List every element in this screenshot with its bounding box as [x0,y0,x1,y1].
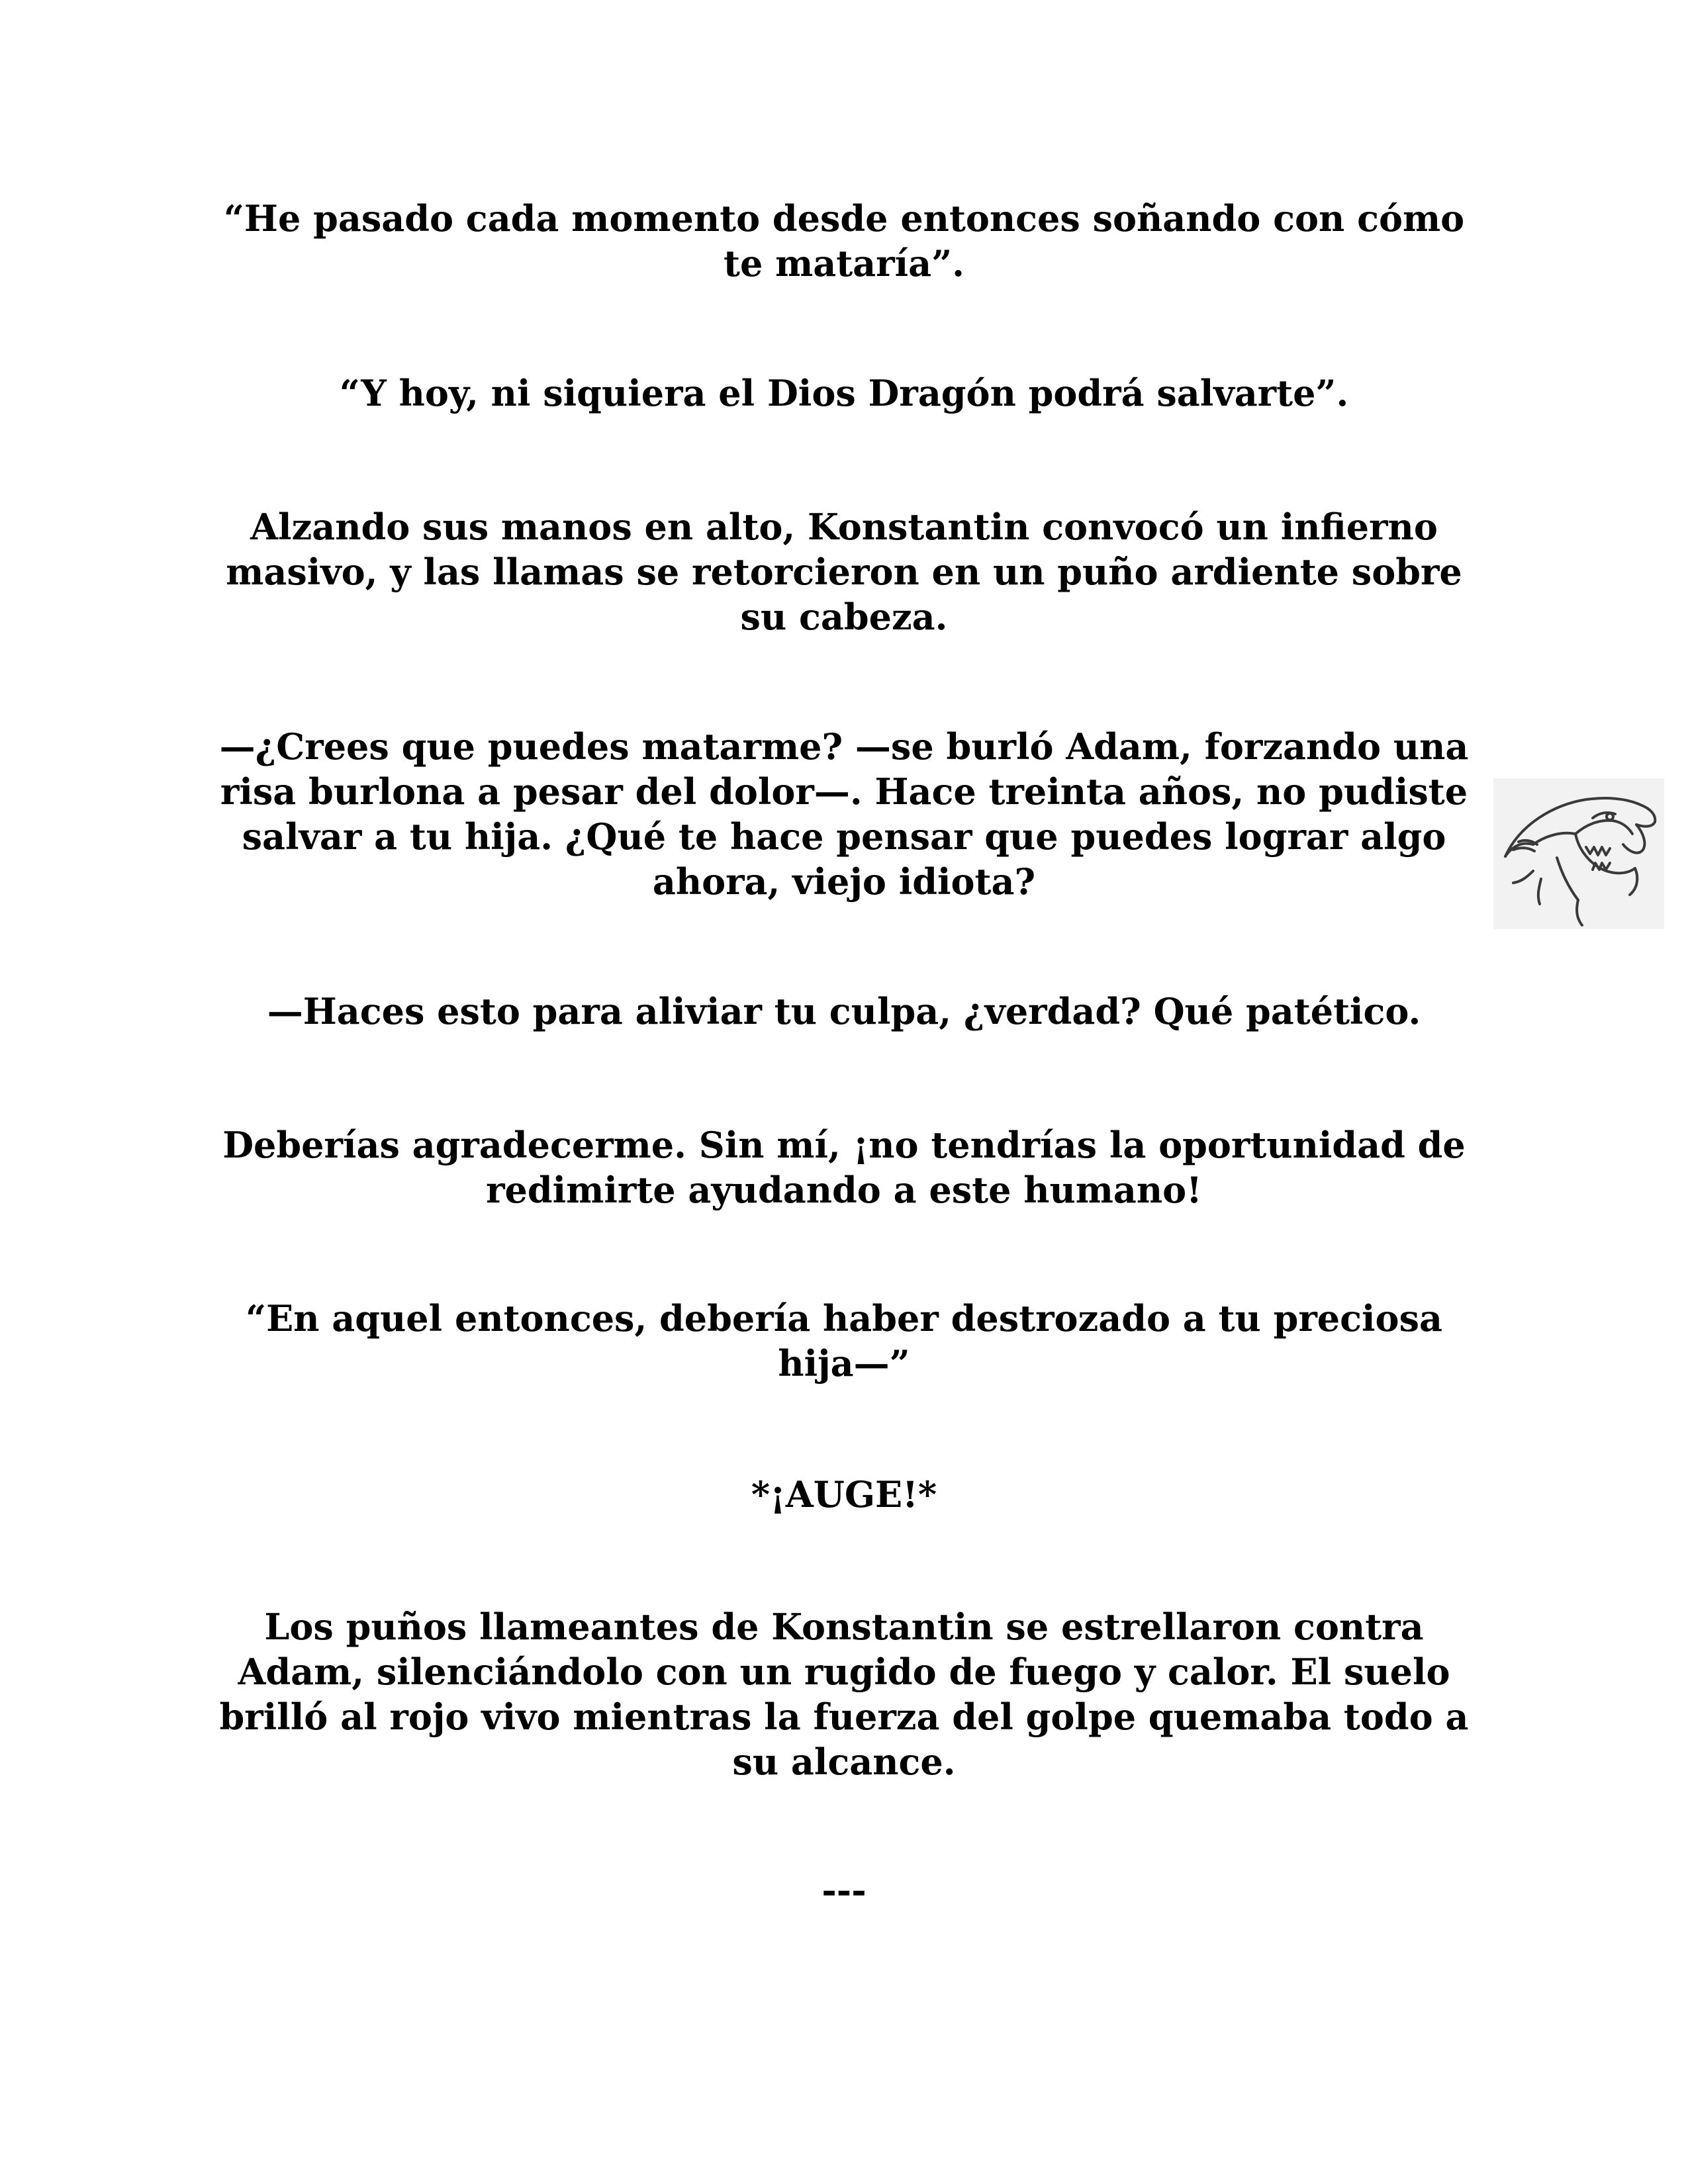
text-line: --- [821,1869,867,1911]
text-line: “En aquel entonces, debería haber destrozado a tu preciosa [246,1297,1442,1340]
text-line: —¿Crees que puedes matarme? —se burló Adam, forzando una [219,725,1469,768]
text-line: salvar a tu hija. ¿Qué te hace pensar que puedes lograr algo [242,815,1446,858]
paragraph-7 [0,1296,1688,1386]
text-line: te mataría”. [724,242,964,285]
paragraph-5 [0,989,1688,1034]
paragraph-2 [0,371,1688,416]
text-line: masivo, y las llamas se retorcieron en un puño ardiente sobre [226,551,1462,593]
text-line: risa burlona a pesar del dolor—. Hace treinta años, no pudiste [220,770,1468,813]
text-line: Adam, silenciándolo con un rugido de fuego y calor. El suelo [238,1651,1450,1693]
text-line: ahora, viejo idiota? [652,860,1036,903]
text-line: *¡AUGE!* [751,1473,937,1516]
text-line: Deberías agradecerme. Sin mí, ¡no tendrías la oportunidad de [222,1124,1466,1166]
paragraph-3 [0,504,1688,639]
text-line: su alcance. [732,1741,956,1783]
text-line: redimirte ayudando a este humano! [486,1169,1202,1211]
text-line: brilló al rojo vivo mientras la fuerza del golpe quemaba todo a [219,1696,1469,1738]
paragraph-10 [0,1868,1688,1913]
paragraph-9 [0,1604,1688,1784]
text-line: hija—” [778,1342,910,1385]
dinosaur-head-icon [1493,778,1664,929]
text-line: “Y hoy, ni siquiera el Dios Dragón podrá salvarte”. [339,372,1349,414]
text-line: “He pasado cada momento desde entonces soñando con cómo [223,197,1465,240]
paragraph-6 [0,1122,1688,1212]
paragraph-8 [0,1472,1688,1517]
text-line: su cabeza. [740,596,948,638]
text-line: Los puños llameantes de Konstantin se estrellaron contra [264,1606,1424,1648]
text-line: Alzando sus manos en alto, Konstantin convocó un infierno [250,506,1438,548]
text-line: —Haces esto para aliviar tu culpa, ¿verdad? Qué patético. [267,990,1421,1032]
paragraph-1 [0,196,1688,286]
paragraph-4 [0,724,1688,904]
